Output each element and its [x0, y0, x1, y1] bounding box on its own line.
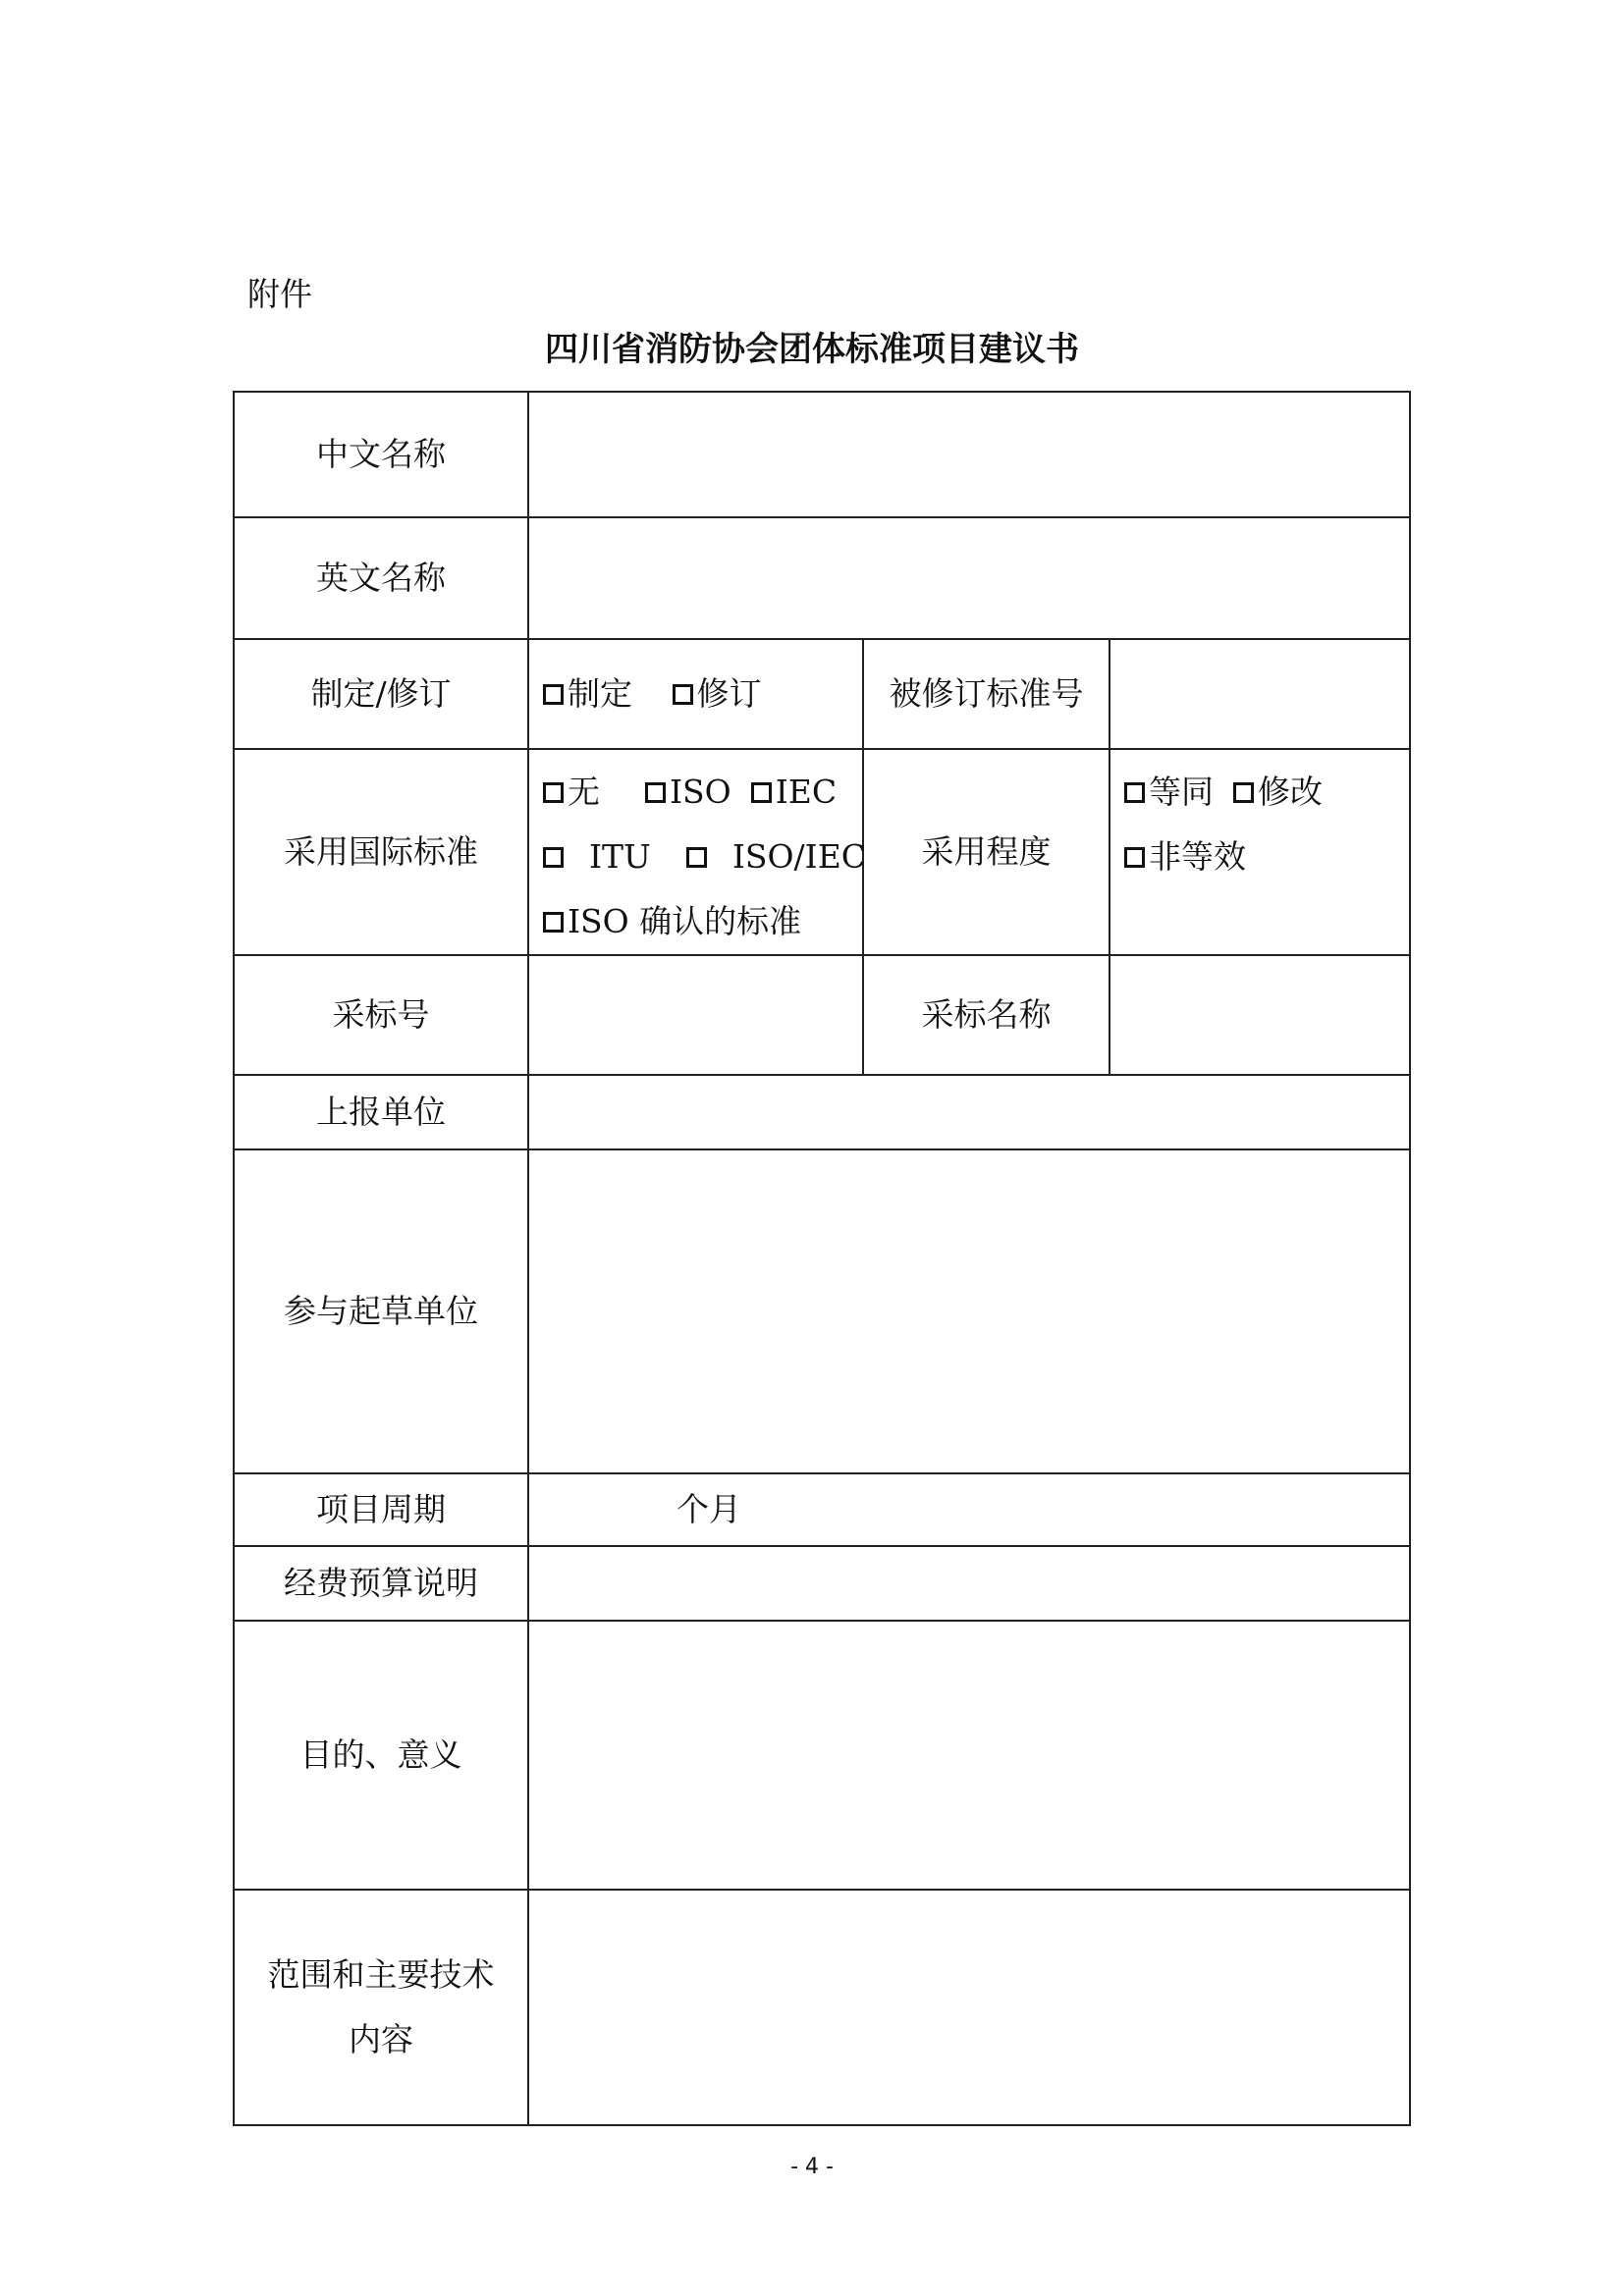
revised-standard-label: 被修订标准号 — [863, 639, 1110, 749]
proposal-form-table — [233, 391, 1411, 2126]
project-period-field[interactable] — [528, 1473, 1410, 1546]
reporting-unit-field[interactable] — [528, 1075, 1410, 1149]
adopted-number-label: 采标号 — [234, 955, 528, 1075]
purpose-field[interactable] — [528, 1621, 1410, 1890]
checkbox-iso[interactable]: ISO — [645, 760, 731, 825]
adoption-degree-label: 采用程度 — [863, 749, 1110, 955]
attachment-label: 附件 — [247, 275, 312, 313]
budget-label: 经费预算说明 — [234, 1546, 528, 1621]
chinese-name-label: 中文名称 — [234, 392, 528, 517]
purpose-label: 目的、意义 — [234, 1621, 528, 1890]
english-name-label: 英文名称 — [234, 517, 528, 639]
scope-label-line2: 内容 — [349, 2020, 413, 2058]
checkbox-icon — [751, 782, 772, 803]
checkbox-icon — [1124, 782, 1145, 803]
intl-standard-options — [528, 749, 867, 955]
project-period-label: 项目周期 — [234, 1473, 528, 1546]
page-number: - 4 - — [790, 2155, 834, 2179]
english-name-field[interactable] — [528, 517, 1410, 639]
checkbox-iso-confirmed[interactable]: ISO 确认的标准 — [543, 889, 801, 954]
row-budget — [234, 1546, 1410, 1621]
draft-revise-options — [528, 639, 863, 749]
checkbox-revise[interactable]: 修订 — [673, 662, 762, 726]
checkbox-itu[interactable]: ITU — [543, 825, 651, 889]
intl-standard-label: 采用国际标准 — [234, 749, 528, 955]
row-adopted-standard — [234, 955, 1410, 1075]
scope-label-line1: 范围和主要技术 — [267, 1955, 495, 1994]
revised-standard-field[interactable] — [1110, 639, 1410, 749]
checkbox-icon — [543, 782, 564, 803]
document-title: 四川省消防协会团体标准项目建议书 — [545, 330, 1079, 369]
checkbox-icon — [686, 847, 707, 868]
adopted-name-field[interactable] — [1110, 955, 1410, 1075]
adoption-degree-options — [1110, 749, 1410, 955]
checkbox-icon — [1233, 782, 1254, 803]
checkbox-identical[interactable]: 等同 — [1124, 760, 1214, 825]
row-english-name — [234, 517, 1410, 639]
checkbox-icon — [543, 912, 564, 933]
budget-field[interactable] — [528, 1546, 1410, 1621]
checkbox-icon — [645, 782, 666, 803]
checkbox-icon — [543, 684, 564, 705]
row-intl-standard — [234, 749, 1410, 955]
row-chinese-name — [234, 392, 1410, 517]
checkbox-non-equivalent[interactable]: 非等效 — [1124, 825, 1246, 889]
row-purpose — [234, 1621, 1410, 1890]
checkbox-icon — [1124, 847, 1145, 868]
row-draft-revise — [234, 639, 1410, 749]
checkbox-draft[interactable]: 制定 — [543, 662, 632, 726]
row-project-period — [234, 1473, 1410, 1546]
chinese-name-field[interactable] — [528, 392, 1410, 517]
checkbox-icon — [543, 847, 564, 868]
scope-label — [234, 1890, 528, 2125]
scope-field[interactable] — [528, 1890, 1410, 2125]
adopted-number-field[interactable] — [528, 955, 863, 1075]
checkbox-iso-iec[interactable]: ISO/IEC — [686, 825, 866, 889]
drafting-units-field[interactable] — [528, 1149, 1410, 1473]
draft-revise-label: 制定/修订 — [234, 639, 528, 749]
adopted-name-label: 采标名称 — [863, 955, 1110, 1075]
checkbox-iec[interactable]: IEC — [751, 760, 837, 825]
row-reporting-unit — [234, 1075, 1410, 1149]
checkbox-none[interactable]: 无 — [543, 760, 600, 825]
checkbox-icon — [673, 684, 693, 705]
row-drafting-units — [234, 1149, 1410, 1473]
project-period-unit: 个月 — [677, 1490, 741, 1528]
reporting-unit-label: 上报单位 — [234, 1075, 528, 1149]
row-scope — [234, 1890, 1410, 2125]
drafting-units-label: 参与起草单位 — [234, 1149, 528, 1473]
checkbox-modified[interactable]: 修改 — [1233, 760, 1323, 825]
